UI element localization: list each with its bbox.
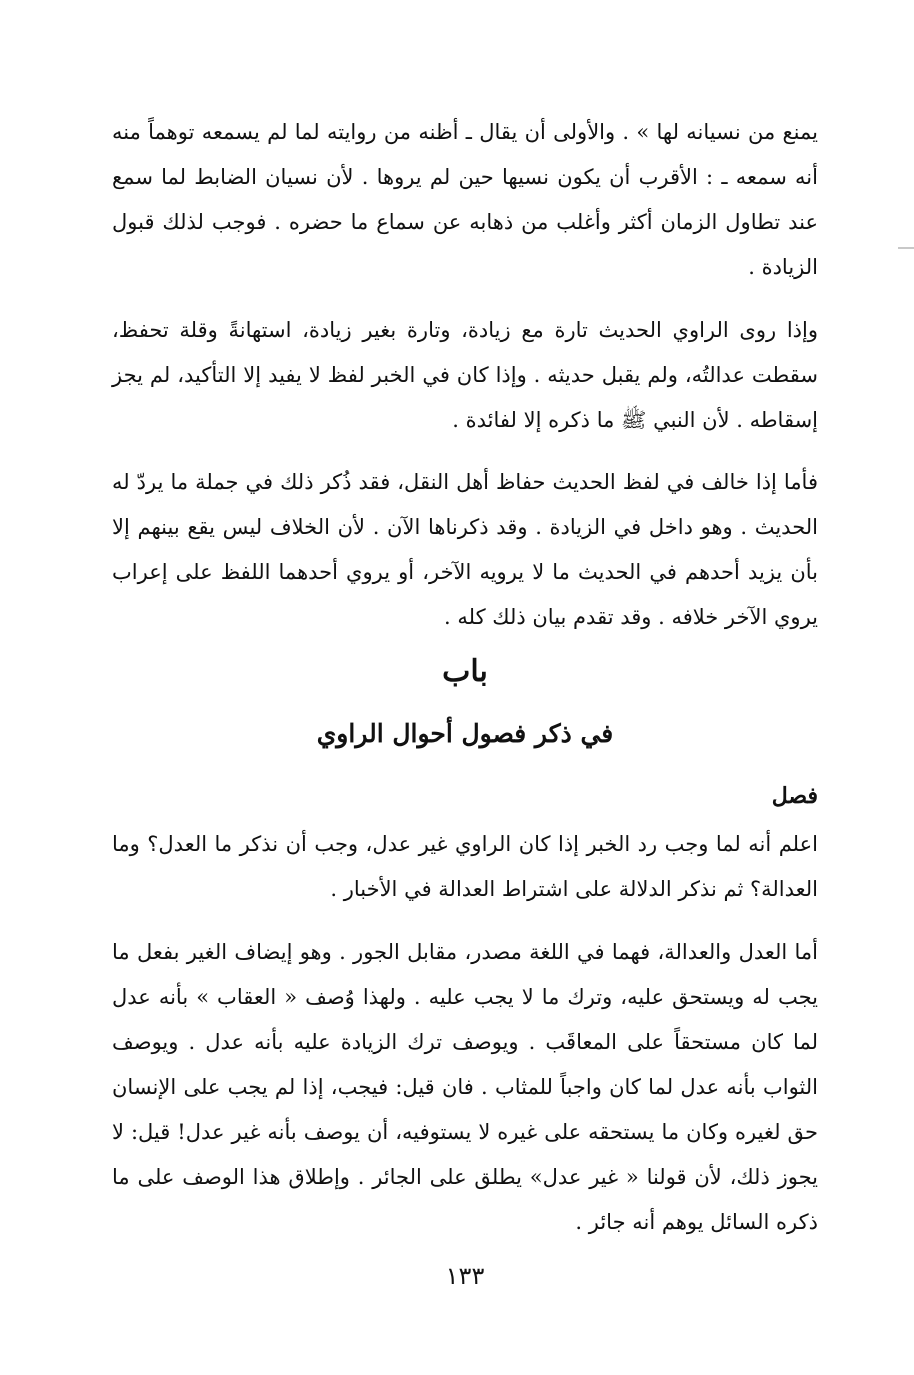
paragraph-1: يمنع من نسيانه لها » . والأولى أن يقال ـ أظنه من روايته لما لم يسمعه توهماً منه أنه سمعه ـ : الأقرب أن يكون نسيها حين لم يروها . لأن نسيان الضابط لما سمع عند تطاول الزمان أكثر وأغلب من ذهابه عن سماع ما حضره . فوجب لذلك قبول الزيادة . (112, 120, 818, 279)
section-heading: فصل (771, 783, 818, 809)
paragraph-2: وإذا روى الراوي الحديث تارة مع زيادة، وتارة بغير زيادة، استهانةً وقلة تحفظ، سقطت عدالتُه، ولم يقبل حديثه . وإذا كان في الخبر لفظ لا يفيد إلا التأكيد، لم يجز إسقاطه . لأن النبي ﷺ ما ذكره إلا لفائدة . (112, 318, 818, 432)
page-edge-mark (898, 247, 914, 249)
paragraph-5: أما العدل والعدالة، فهما في اللغة مصدر، مقابل الجور . وهو إيضاف الغير بفعل ما يجب له ويستحق عليه، وترك ما لا يجب عليه . ولهذا وُصف « العقاب » بأنه عدل لما كان مستحقاً على المعاقَب . ويوصف ترك الزيادة عليه بأنه عدل . ويوصف الثواب بأنه عدل لما كان واجباً للمثاب . فان قيل: فيجب، إذا لم يجب على الإنسان حق لغيره وكان ما يستحقه على غيره لا يستوفيه، أن يوصف بأنه غير عدل! قيل: لا يجوز ذلك، لأن قولنا « غير عدل» يطلق على الجائر . وإطلاق هذا الوصف على ما ذكره السائل يوهم أنه جائر . (112, 940, 818, 1234)
paragraph-3: فأما إذا خالف في لفظ الحديث حفاظ أهل النقل، فقد ذُكر ذلك في جملة ما يردّ له الحديث . وهو داخل في الزيادة . وقد ذكرناها الآن . لأن الخلاف ليس يقع بينهم إلا بأن يزيد أحدهم في الحديث ما لا يرويه الآخر، أو يروي أحدهما اللفظ على إعراب يروي الآخر خلافه . وقد تقدم بيان ذلك كله . (112, 470, 818, 629)
chapter-subtitle: في ذكر فصول أحوال الراوي (316, 719, 614, 748)
chapter-heading: باب (442, 654, 488, 689)
paragraph-4: اعلم أنه لما وجب رد الخبر إذا كان الراوي غير عدل، وجب أن نذكر ما العدل؟ وما العدالة؟ ثم نذكر الدلالة على اشتراط العدالة في الأخبار . (112, 832, 818, 901)
page-number: ١٣٣ (445, 1262, 485, 1290)
